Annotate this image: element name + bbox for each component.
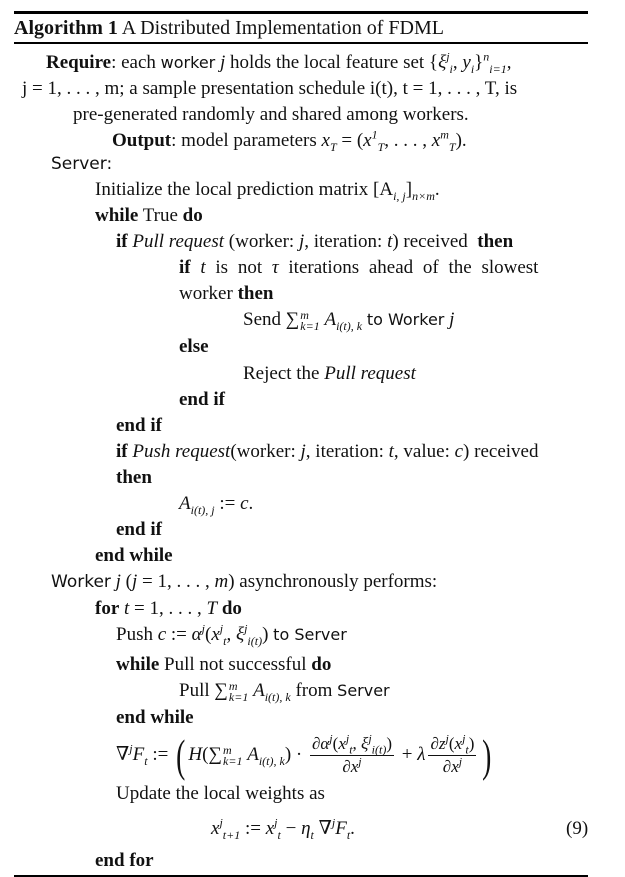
worker-update: Update the local weights as: [116, 783, 325, 804]
worker-label: Worker: [51, 572, 111, 592]
worker-header: Worker j (j = 1, . . . , m) asynchronously performs:: [51, 571, 438, 592]
worker-while: while Pull not successful do: [116, 654, 332, 675]
server-send: Send ∑m k=1 $A_{i(t), k}$ to Worker j: [243, 307, 455, 333]
kw-do: do: [182, 205, 203, 226]
server-if-push: if Push request(worker: j, iteration: t, value: c) received: [116, 441, 539, 462]
fraction-z: $\frac{\partial z^j(x^j_t)}{\partial x^j}$: [430, 731, 475, 777]
worker-end-for: end for: [95, 850, 154, 871]
pull-request: Pull request: [132, 231, 225, 252]
math-xi: $\xi^j_i$: [438, 49, 453, 76]
cond2-text: worker: [179, 283, 238, 304]
while-cond: True: [138, 205, 183, 226]
gradient-equation: $\nabla^jF_t$ := ( H(∑m k=1 $A_{i(t), k}$) · $\frac{\partial\alpha^j(x^j_t, \xi^j_{i(t)})}{\partial x^j}$ + λ $\frac{\partial z^j(x^j_t)}{\partial x^j}$ ): [116, 729, 492, 781]
from-text: from: [290, 680, 338, 701]
algorithm-label: Algorithm 1: [14, 17, 118, 39]
server-then-push: then: [116, 467, 152, 488]
worker-while-cond: Pull not successful: [159, 654, 312, 675]
require-line-2: j = 1, . . . , m; a sample presentation schedule i(t), t = 1, . . . , T, is: [22, 78, 518, 99]
output-line: Output: model parameters $x_T = (x^1_T$, . . . , $x^m_T$).: [112, 127, 467, 154]
var-j: j: [215, 52, 226, 73]
output-keyword: Output: [112, 130, 172, 151]
server-end-if-pull: end if: [116, 415, 162, 436]
server-assign: $A_{i(t), j}$ := c.: [179, 493, 254, 517]
kw-if-push: if: [116, 441, 128, 462]
server-if-pull: if Pull request (worker: j, iteration: t) received then: [116, 231, 514, 252]
server-if-cond-2: [179, 283, 273, 305]
to-worker: to Worker: [366, 310, 445, 329]
server-end-if-inner: end if: [179, 389, 225, 410]
require-line-1: Require: each worker j holds the local feature set {$\xi^j_i$, $y_i\}^n_{i=1}$,: [46, 49, 512, 76]
kw-then: then: [477, 231, 514, 252]
server-end-while: end while: [95, 545, 173, 566]
worker-pull: Pull ∑m k=1 $A_{i(t), k}$ from Server: [179, 678, 390, 704]
server-else: else: [179, 336, 209, 357]
math-y: $y_i$: [462, 52, 475, 76]
worker-end-while: end while: [116, 707, 194, 728]
kw-while: while: [95, 205, 139, 226]
server-init: Initialize the local prediction matrix $[A_{i, j}]_{n\times m}$.: [95, 179, 440, 203]
push-request: Push request: [132, 441, 231, 462]
init-text: Initialize the local prediction matrix [A: [95, 179, 394, 200]
equation-number: (9): [566, 818, 589, 839]
require-keyword: Require: [46, 52, 112, 73]
fraction-alpha: $\frac{\partial\alpha^j(x^j_t, \xi^j_{i(t)})}{\partial x^j}$: [311, 731, 393, 777]
worker-push: Push c := $\alpha^j(x^j_t$, $\xi^j_{i(t)}$) to Server: [116, 621, 347, 648]
require-line-3: pre-generated randomly and shared among workers.: [73, 104, 469, 125]
server-while: [95, 205, 203, 227]
send-text: Send: [243, 309, 286, 330]
caption-rule: [14, 42, 588, 44]
server-label: Server:: [51, 154, 113, 174]
worker-for: for t = 1, . . . , T do: [95, 598, 242, 619]
pull-text: Pull: [179, 680, 215, 701]
worker-term: worker: [160, 53, 216, 72]
kw-for: for: [95, 598, 120, 619]
reject-text: Reject the: [243, 363, 325, 384]
algorithm-title: A Distributed Implementation of FDML: [121, 17, 444, 39]
server-word: Server: [337, 681, 390, 700]
require-text-2: holds the local feature set {: [225, 52, 439, 73]
update-equation: $x^j_{t+1}$ := $x^j_t - \eta_t$ $\nabla^jF_t$.: [211, 815, 355, 842]
server-reject: [243, 363, 416, 385]
server-end-if-push: end if: [116, 519, 162, 540]
require-text: : each: [111, 52, 161, 73]
top-rule: [14, 11, 588, 14]
kw-then-2: then: [237, 283, 274, 304]
kw-if: if: [116, 231, 128, 252]
output-text: : model parameters: [171, 130, 322, 151]
server-if-cond: if t is not τ iterations ahead of the slowest: [179, 257, 539, 278]
to-server: to Server: [273, 625, 347, 644]
pull-request-2: Pull request: [324, 363, 416, 384]
algorithm-caption: [14, 17, 444, 39]
output-math: $x_T$: [321, 130, 337, 154]
